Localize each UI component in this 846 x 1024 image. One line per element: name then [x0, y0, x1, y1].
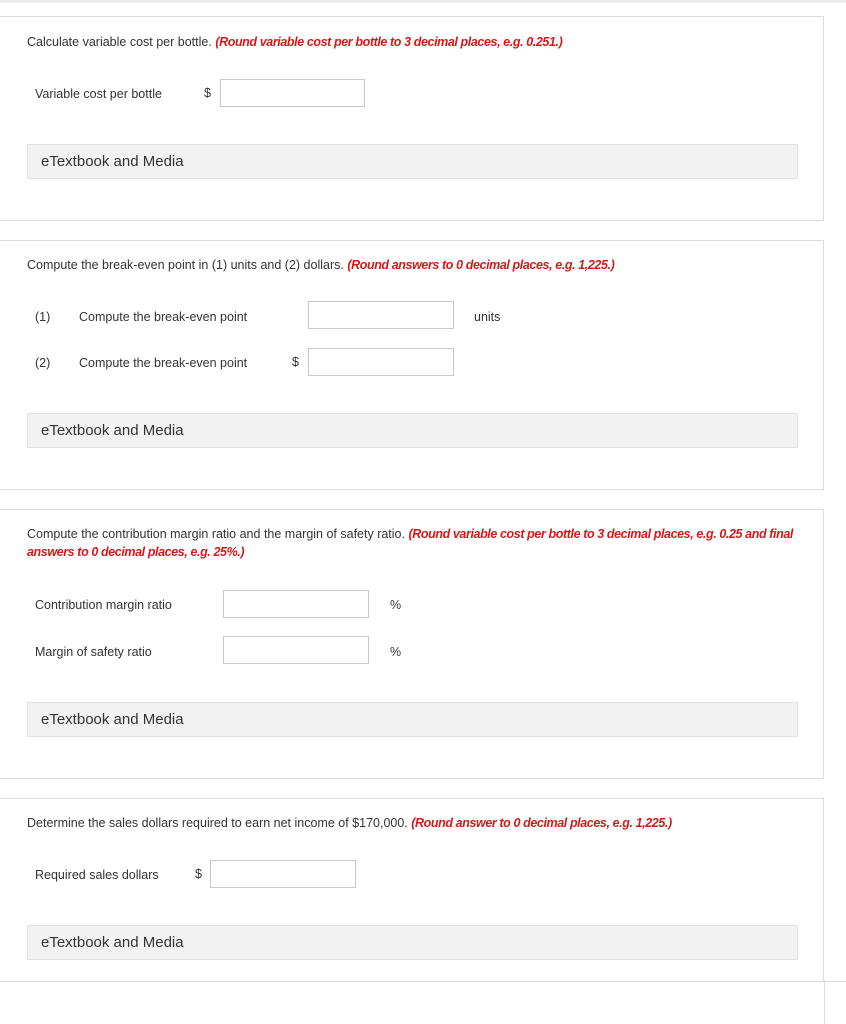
- question-text-ratios: [27, 525, 816, 561]
- margin-of-safety-ratio-input[interactable]: [223, 636, 369, 664]
- row-number: (2): [35, 356, 51, 370]
- top-divider: [0, 0, 846, 3]
- break-even-units-label: Compute the break-even point: [79, 310, 248, 324]
- question-prompt: Compute the break-even point in (1) units and (2) dollars.: [27, 258, 344, 272]
- break-even-dollars-input[interactable]: [308, 348, 454, 376]
- contribution-margin-ratio-input[interactable]: [223, 590, 369, 618]
- question-prompt: Determine the sales dollars required to earn net income of $170,000.: [27, 816, 408, 830]
- variable-cost-label: Variable cost per bottle: [35, 87, 162, 101]
- currency-symbol: $: [195, 867, 202, 881]
- units-suffix: units: [474, 310, 501, 324]
- right-divider: [824, 980, 825, 1024]
- currency-symbol: $: [204, 86, 211, 100]
- percent-suffix: %: [390, 598, 402, 612]
- rounding-hint: (Round answers to 0 decimal places, e.g. 1,225.): [347, 258, 615, 272]
- required-sales-input[interactable]: [210, 860, 356, 888]
- question-text-break-even: [27, 256, 816, 274]
- rounding-hint: (Round variable cost per bottle to 3 decimal places, e.g. 0.25 and final answers to 0 decimal places, e.g. 25%.): [27, 527, 793, 559]
- contribution-margin-ratio-label: Contribution margin ratio: [35, 598, 172, 612]
- etextbook-media-link[interactable]: eTextbook and Media: [27, 144, 798, 179]
- etextbook-media-link[interactable]: eTextbook and Media: [27, 702, 798, 737]
- question-text-required-sales: [27, 814, 816, 832]
- required-sales-label: Required sales dollars: [35, 868, 159, 882]
- rounding-hint: (Round answer to 0 decimal places, e.g. 1,225.): [411, 816, 672, 830]
- etextbook-media-link[interactable]: eTextbook and Media: [27, 413, 798, 448]
- percent-suffix: %: [390, 645, 402, 659]
- etextbook-media-link[interactable]: eTextbook and Media: [27, 925, 798, 960]
- row-number: (1): [35, 310, 51, 324]
- break-even-dollars-label: Compute the break-even point: [79, 356, 248, 370]
- currency-symbol: $: [292, 355, 299, 369]
- question-prompt: Compute the contribution margin ratio and the margin of safety ratio.: [27, 527, 405, 541]
- rounding-hint: (Round variable cost per bottle to 3 decimal places, e.g. 0.251.): [215, 35, 563, 49]
- break-even-units-input[interactable]: [308, 301, 454, 329]
- question-prompt: Calculate variable cost per bottle.: [27, 35, 212, 49]
- question-text-variable-cost: [27, 33, 816, 51]
- margin-of-safety-ratio-label: Margin of safety ratio: [35, 645, 152, 659]
- variable-cost-input[interactable]: [220, 79, 365, 107]
- bottom-divider: [0, 981, 846, 982]
